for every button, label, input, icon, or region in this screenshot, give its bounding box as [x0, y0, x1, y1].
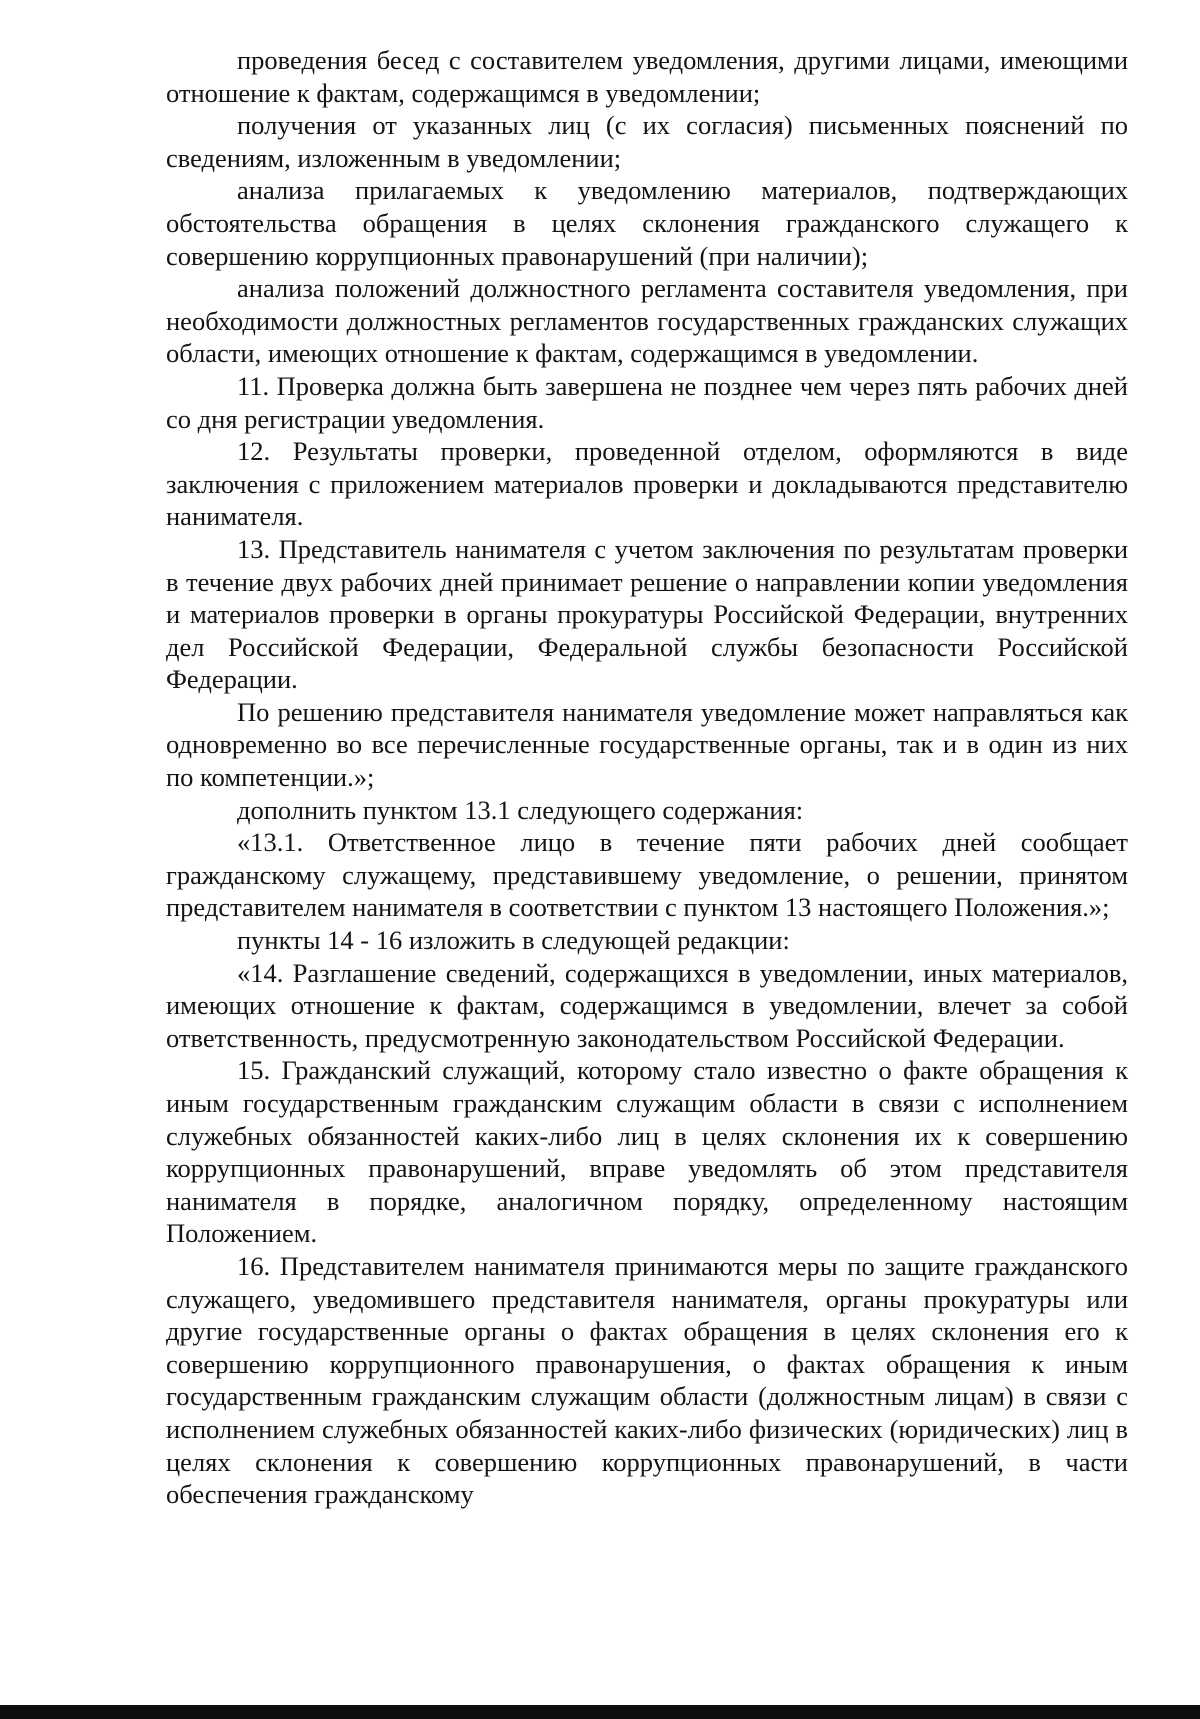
paragraph-conversations: проведения бесед с составителем уведомления, другими лицами, имеющими отношение к фактам, содержащимся в уведомлении; — [166, 45, 1128, 108]
paragraph-decision: По решению представителя нанимателя уведомление может направляться как одновременно во все перечисленные государственные органы, так и в один из них по компетенции.»; — [166, 696, 1128, 793]
paragraph-regulations-analysis: анализа положений должностного регламента составителя уведомления, при необходимости должностных регламентов государственных гражданских служащих области, имеющих отношение к фактам, содержащимся в уведомлении. — [166, 273, 1128, 369]
paragraph-materials-analysis: анализа прилагаемых к уведомлению материалов, подтверждающих обстоятельства обращения в целях склонения гражданского служащего к совершению коррупционных правонарушений (при наличии); — [166, 175, 1128, 271]
paragraph-item-11: 11. Проверка должна быть завершена не позднее чем через пять рабочих дней со дня регистрации уведомления. — [166, 370, 1128, 434]
paragraph-item-14: «14. Разглашение сведений, содержащихся в уведомлении, иных материалов, имеющих отношение к фактам, содержащимся в уведомлении, влечет за собой ответственность, предусмотренную законодательством Российской Федерации. — [166, 957, 1128, 1053]
paragraph-item-15: 15. Гражданский служащий, которому стало известно о факте обращения к иным государственным гражданским служащим области в связи с исполнением служебных обязанностей каких-либо лиц в целях склонения их к совершению коррупционных правонарушений, вправе уведомлять об этом представителя нанимателя в порядке, аналогичном порядку, определенному настоящим Положением. — [166, 1055, 1128, 1249]
paragraph-items-14-16: пункты 14 - 16 изложить в следующей редакции: — [237, 925, 790, 956]
scan-bottom-edge — [0, 1705, 1200, 1719]
paragraph-item-13-1: «13.1. Ответственное лицо в течение пяти рабочих дней сообщает гражданскому служащему, представившему уведомление, о решении, принятом представителем нанимателя в соответствии с пунктом 13 настоящего Положения.»; — [166, 827, 1128, 923]
document-body — [166, 44, 1128, 1511]
paragraph-item-16: 16. Представителем нанимателя принимаются меры по защите гражданского служащего, уведомившего представителя нанимателя, органы прокуратуры или другие государственные органы о фактах обращения в целях склонения его к совершению коррупционного правонарушения, о фактах обращения к иным государственным гражданским служащим области (должностным лицам) в связи с исполнением служебных обязанностей каких-либо физических (юридических) лиц в целях склонения к совершению коррупционных правонарушений, в части обеспечения гражданскому — [166, 1250, 1128, 1510]
paragraph-item-12: 12. Результаты проверки, проведенной отделом, оформляются в виде заключения с приложением материалов проверки и докладываются представителю нанимателя. — [166, 436, 1128, 532]
paragraph-explanations: получения от указанных лиц (с их согласия) письменных пояснений по сведениям, изложенным в уведомлении; — [166, 110, 1128, 173]
paragraph-add-13-1: дополнить пунктом 13.1 следующего содержания: — [237, 794, 804, 825]
paragraph-item-13: 13. Представитель нанимателя с учетом заключения по результатам проверки в течение двух рабочих дней принимает решение о направлении копии уведомления и материалов проверки в органы прокуратуры Российской Федерации, внутренних дел Российской Федерации, Федеральной службы безопасности Российской Федерации. — [166, 533, 1128, 695]
